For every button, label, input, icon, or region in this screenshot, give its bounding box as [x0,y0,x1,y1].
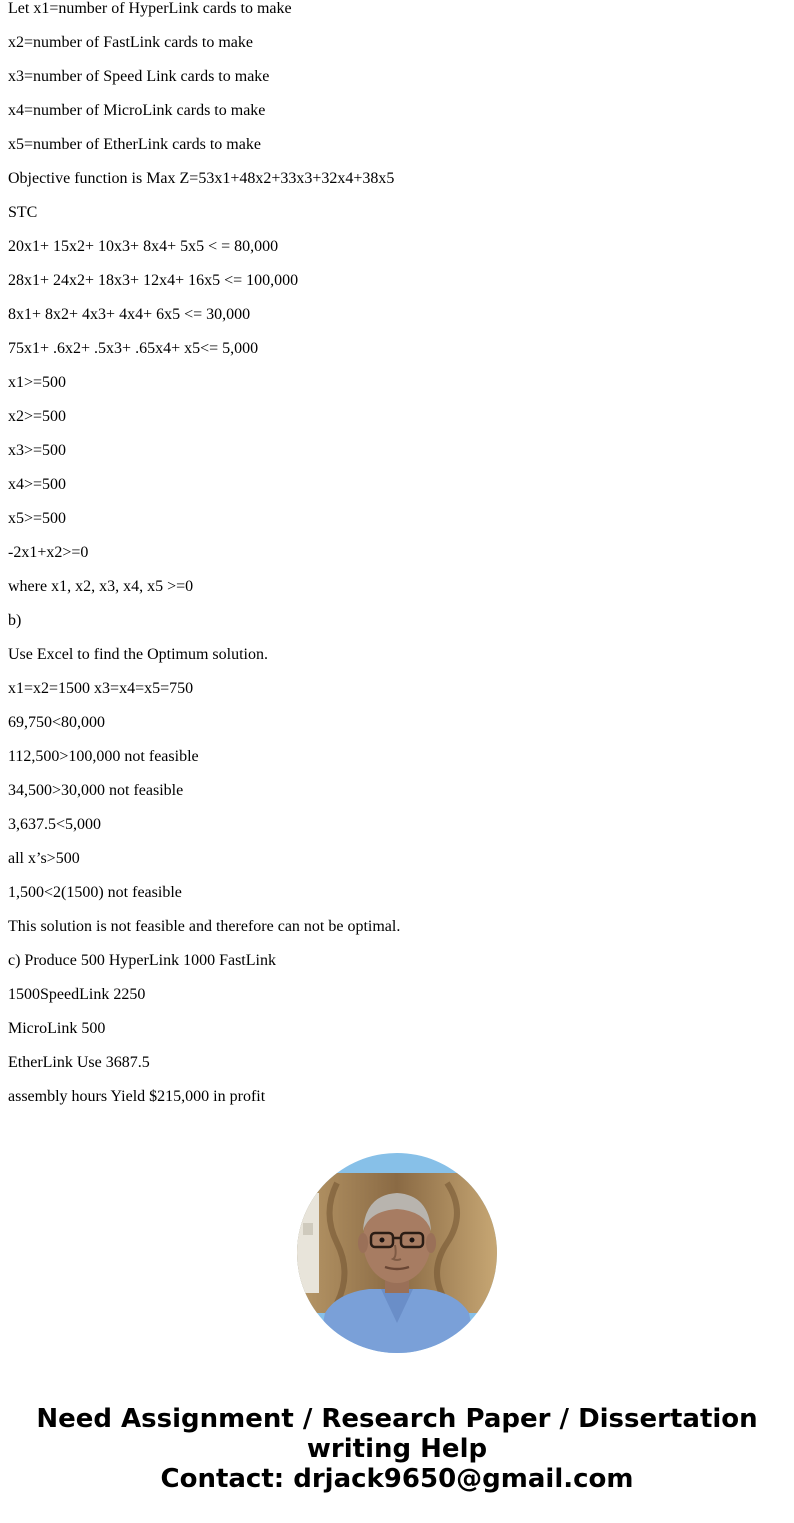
contact-footer [0,1404,794,1494]
text-line: 69,750<80,000 [8,714,106,731]
text-line: x1=x2=1500 x3=x4=x5=750 [8,680,194,697]
avatar-photo [297,1153,497,1353]
text-line: x1>=500 [8,374,67,391]
text-line: Use Excel to find the Optimum solution. [8,646,268,663]
text-line: 28x1+ 24x2+ 18x3+ 12x4+ 16x5 <= 100,000 [8,272,299,289]
text-line: c) Produce 500 HyperLink 1000 FastLink [8,952,276,969]
footer-line-1: Need Assignment / Research Paper / Dissertation [36,1404,758,1434]
text-line: x3>=500 [8,442,67,459]
document-body [8,0,788,1122]
author-avatar [297,1153,497,1353]
text-line: 20x1+ 15x2+ 10x3+ 8x4+ 5x5 < = 80,000 [8,238,279,255]
text-line: x3=number of Speed Link cards to make [8,68,270,85]
text-line: 8x1+ 8x2+ 4x3+ 4x4+ 6x5 <= 30,000 [8,306,251,323]
text-line: x5=number of EtherLink cards to make [8,136,261,153]
text-line: 1,500<2(1500) not feasible [8,884,182,901]
text-line: all x’s>500 [8,850,80,867]
text-line: x4=number of MicroLink cards to make [8,102,266,119]
text-line: 1500SpeedLink 2250 [8,986,146,1003]
text-line: STC [8,204,38,221]
text-line: Objective function is Max Z=53x1+48x2+33x3+32x4+38x5 [8,170,395,187]
text-line: 3,637.5<5,000 [8,816,102,833]
text-line: b) [8,612,22,629]
text-line: Let x1=number of HyperLink cards to make [8,0,292,17]
text-line: MicroLink 500 [8,1020,106,1037]
text-line: x2>=500 [8,408,67,425]
text-line: -2x1+x2>=0 [8,544,89,561]
text-line: x4>=500 [8,476,67,493]
footer-contact-line: Contact: drjack9650@gmail.com [160,1464,634,1494]
text-line: x5>=500 [8,510,67,527]
text-line: 75x1+ .6x2+ .5x3+ .65x4+ x5<= 5,000 [8,340,259,357]
text-line: x2=number of FastLink cards to make [8,34,253,51]
text-line: This solution is not feasible and therefore can not be optimal. [8,918,401,935]
text-line: EtherLink Use 3687.5 [8,1054,150,1071]
footer-line-2: writing Help [306,1434,488,1464]
text-line: 34,500>30,000 not feasible [8,782,184,799]
text-line: where x1, x2, x3, x4, x5 >=0 [8,578,194,595]
text-line: 112,500>100,000 not feasible [8,748,199,765]
text-line: assembly hours Yield $215,000 in profit [8,1088,266,1105]
